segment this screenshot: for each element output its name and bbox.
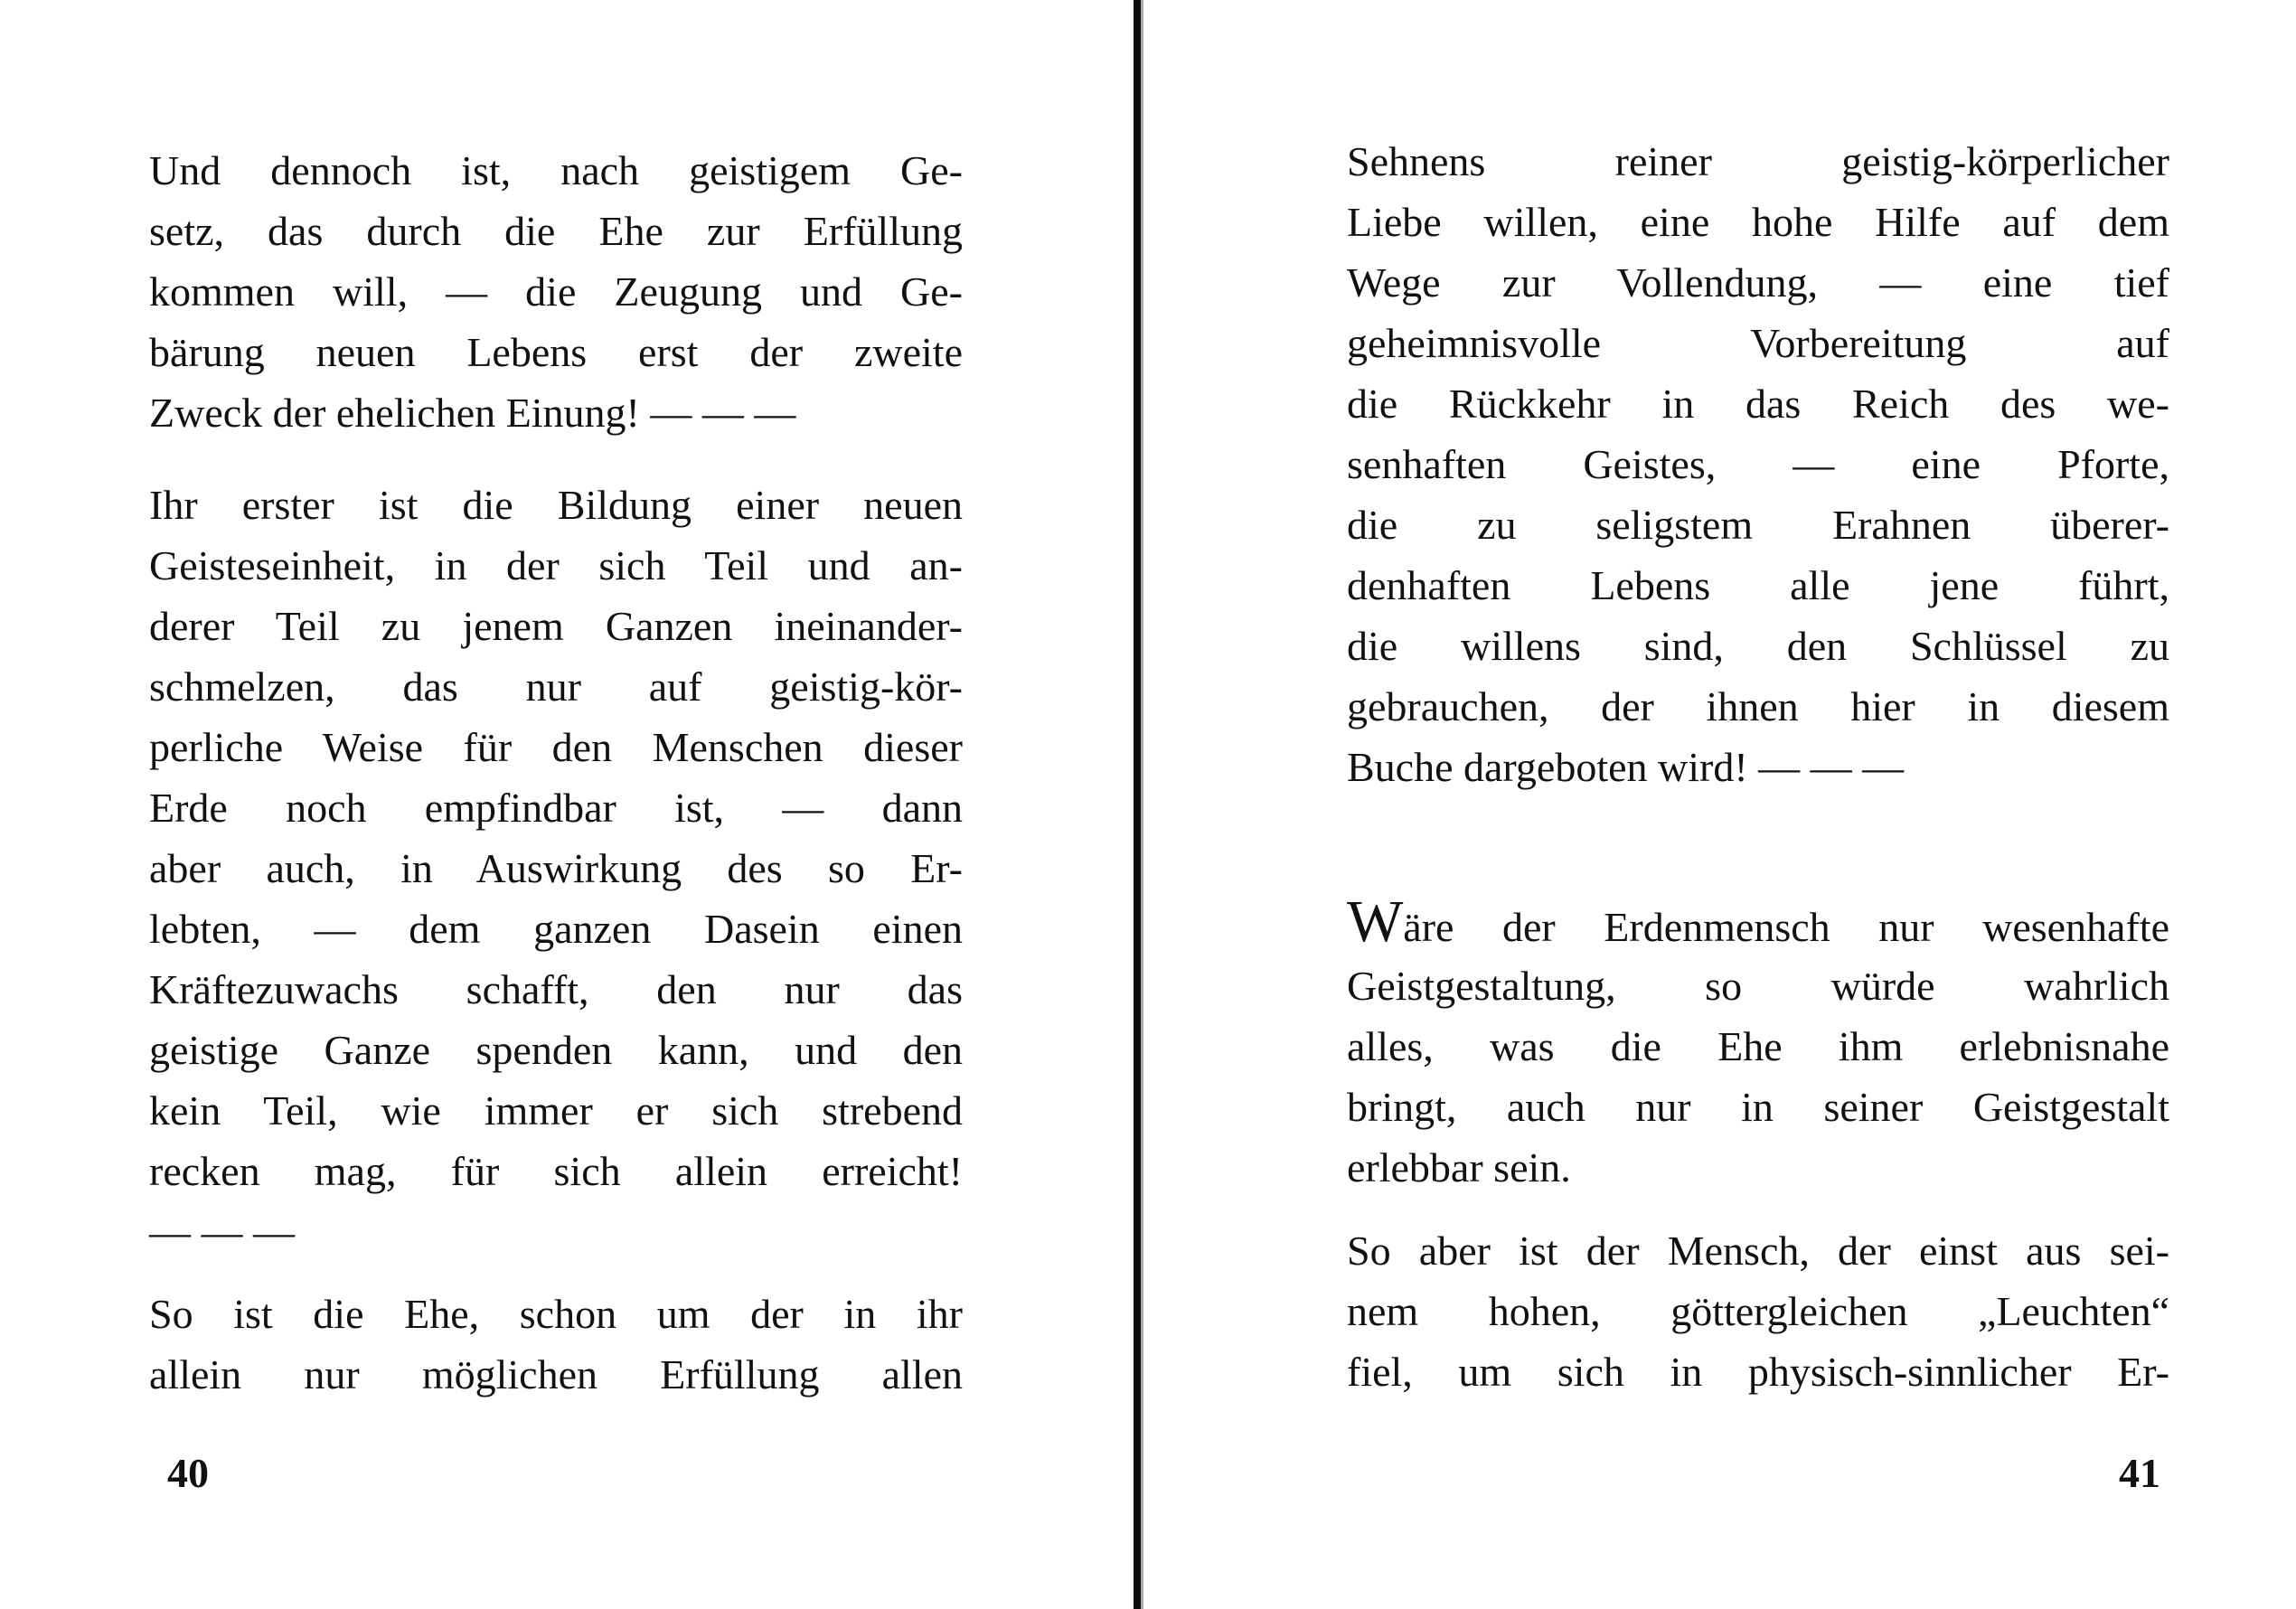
gutter-shadow (1141, 0, 1143, 1609)
text-line: die willens sind, den Schlüssel zu (1347, 623, 2169, 669)
text-line: gebrauchen, der ihnen hier in diesem (1347, 683, 2169, 729)
right-paragraph-1 (1347, 131, 2169, 797)
text-line: nem hohen, göttergleichen „Leuchten“ (1347, 1288, 2169, 1334)
page-number-right: 41 (2119, 1450, 2160, 1496)
text-line: bringt, auch nur in seiner Geistgestalt (1347, 1084, 2169, 1130)
left-page (149, 0, 963, 1609)
right-page (1347, 0, 2169, 1609)
book-gutter (1134, 0, 1141, 1609)
text-line: Buche dargeboten wird! — — — (1347, 744, 1905, 790)
page-number-left: 40 (167, 1450, 209, 1496)
text-line: allein nur möglichen Erfüllung allen (149, 1351, 963, 1397)
text-line: die zu seligstem Erahnen überer- (1347, 502, 2169, 548)
text-line: Kräftezuwachs schafft, den nur das (149, 966, 963, 1012)
text-line: Erde noch empfindbar ist, — dann (149, 785, 963, 831)
text-line: alles, was die Ehe ihm erlebnisnahe (1347, 1023, 2169, 1069)
left-paragraph-2 (149, 475, 963, 1262)
text-line: So ist die Ehe, schon um der in ihr (149, 1291, 963, 1337)
text-line: kommen will, — die Zeugung und Ge- (149, 268, 963, 315)
text-line: Ihr erster ist die Bildung einer neuen (149, 482, 963, 528)
text-line: fiel, um sich in physisch-sinnlicher Er- (1347, 1349, 2169, 1395)
text-line: Wege zur Vollendung, — eine tief (1347, 259, 2169, 306)
text-line: Sehnens reiner geistig-körperlicher (1347, 138, 2169, 184)
text-line: recken mag, für sich allein erreicht! (149, 1148, 963, 1194)
text-line: schmelzen, das nur auf geistig-kör- (149, 663, 963, 710)
text-line: erlebbar sein. (1347, 1144, 1571, 1190)
text-line: — — — (149, 1209, 295, 1255)
text-line: Geistgestaltung, so würde wahrlich (1347, 963, 2169, 1009)
text-line: kein Teil, wie immer er sich strebend (149, 1087, 963, 1134)
text-line: bärung neuen Lebens erst der zweite (149, 329, 963, 375)
text-line: Geisteseinheit, in der sich Teil und an- (149, 542, 963, 588)
text-line: Und dennoch ist, nach geistigem Ge- (149, 147, 963, 193)
text-line: So aber ist der Mensch, der einst aus sei- (1347, 1228, 2169, 1274)
text-line (1347, 889, 2169, 955)
text-line: geheimnisvolle Vorbereitung auf (1347, 320, 2169, 366)
dropcap-letter: W (1347, 889, 1404, 955)
text-line: lebten, — dem ganzen Dasein einen (149, 906, 963, 952)
text-line: derer Teil zu jenem Ganzen ineinander- (149, 603, 963, 649)
text-line: denhaften Lebens alle jene führt, (1347, 562, 2169, 608)
text-line: setz, das durch die Ehe zur Erfüllung (149, 208, 963, 254)
text-line: die Rückkehr in das Reich des we- (1347, 381, 2169, 427)
text-line: aber auch, in Auswirkung des so Er- (149, 845, 963, 891)
text-line: Liebe willen, eine hohe Hilfe auf dem (1347, 199, 2169, 245)
text-line: senhaften Geistes, — eine Pforte, (1347, 441, 2169, 487)
text-line: geistige Ganze spenden kann, und den (149, 1027, 963, 1073)
text-line-rest: äre der Erdenmensch nur wesenhafte (1403, 904, 2169, 950)
left-paragraph-3 (149, 1284, 963, 1405)
right-paragraph-2 (1347, 889, 2169, 1198)
text-line: Zweck der ehelichen Einung! — — — (149, 390, 796, 436)
text-line: perliche Weise für den Menschen dieser (149, 724, 963, 770)
right-paragraph-3 (1347, 1220, 2169, 1402)
left-paragraph-1 (149, 140, 963, 443)
